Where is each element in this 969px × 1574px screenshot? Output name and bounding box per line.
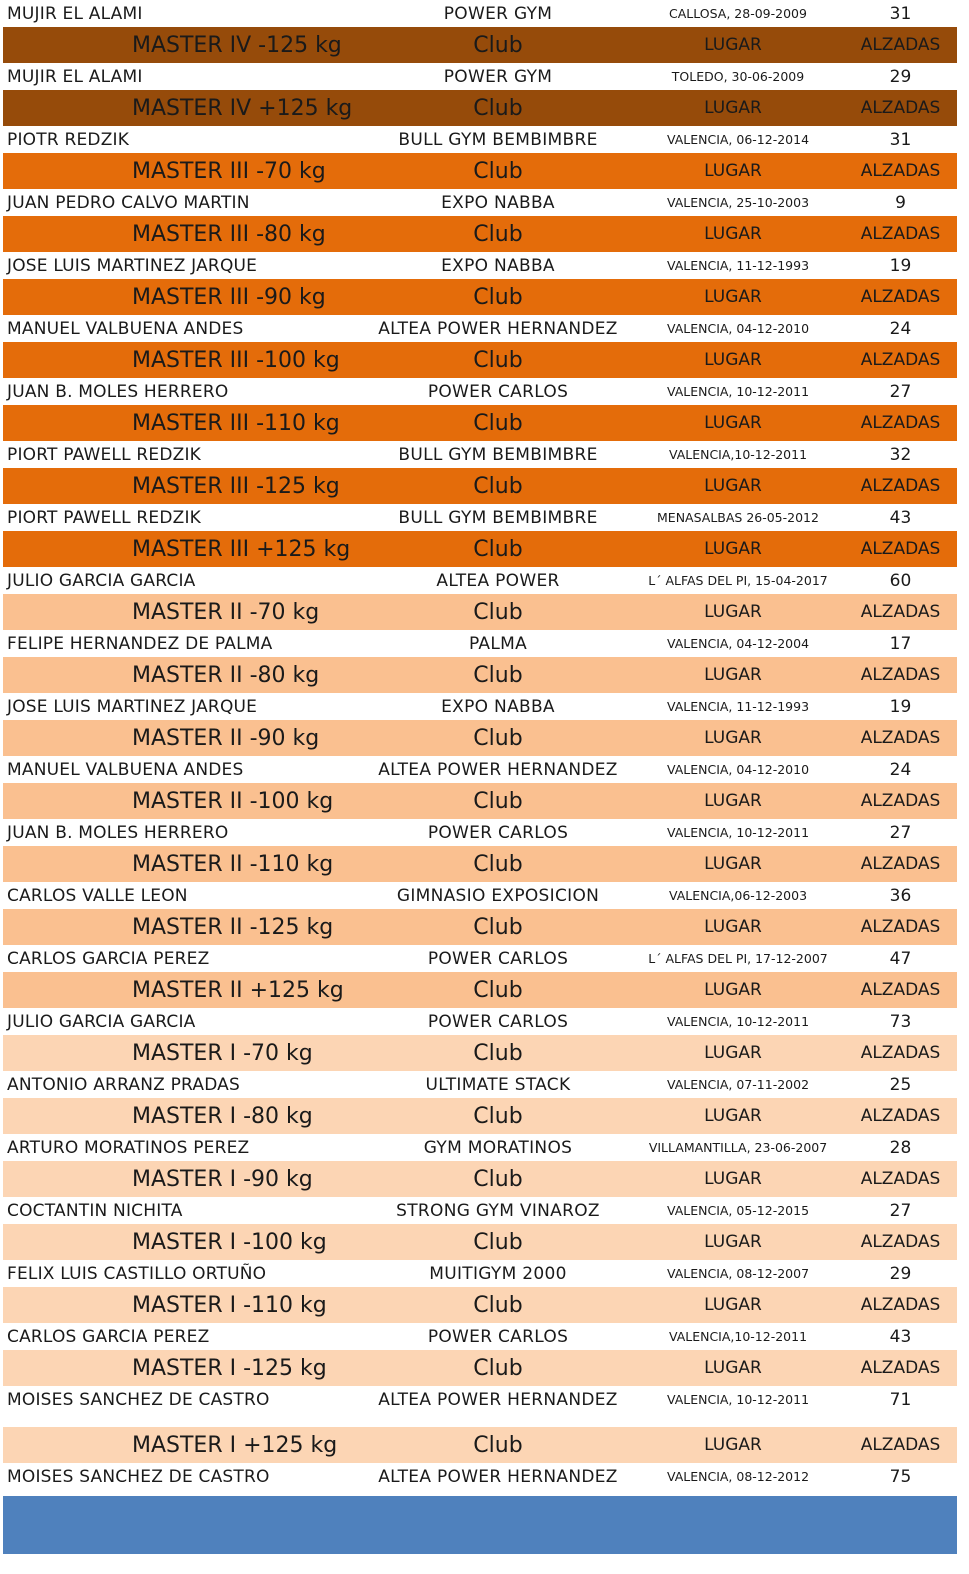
- athlete-name: COCTANTIN NICHITA: [7, 1200, 183, 1221]
- club-name: EXPO NABBA: [441, 192, 555, 213]
- place-date: VALENCIA, 04-12-2010: [666, 321, 810, 336]
- place-column-header: LUGAR: [704, 665, 762, 685]
- place-date: VALENCIA, 04-12-2004: [666, 636, 810, 651]
- club-name: POWER CARLOS: [427, 1326, 569, 1347]
- record-row: [3, 630, 957, 657]
- club-column-header: Club: [473, 221, 523, 247]
- category-label: MASTER III -110 kg: [132, 410, 340, 436]
- category-label: MASTER III -90 kg: [132, 284, 326, 310]
- athlete-name: ANTONIO ARRANZ PRADAS: [7, 1074, 241, 1095]
- club-name: BULL GYM BEMBIMBRE: [398, 444, 598, 465]
- athlete-name: PIOTR REDZIK: [7, 129, 130, 150]
- record-row: [3, 945, 957, 972]
- club-name: ALTEA POWER HERNANDEZ: [378, 1389, 618, 1410]
- category-header-row: [3, 846, 957, 882]
- category-label: MASTER I -100 kg: [132, 1229, 327, 1255]
- place-date: VALENCIA,06-12-2003: [668, 888, 808, 903]
- record-row: [3, 315, 957, 342]
- place-column-header: LUGAR: [704, 350, 762, 370]
- record-row: [3, 1260, 957, 1287]
- lift-count: 75: [889, 1466, 912, 1487]
- club-column-header: Club: [473, 347, 523, 373]
- athlete-name: MUJIR EL ALAMI: [7, 3, 143, 24]
- lift-count: 32: [889, 444, 912, 465]
- lift-count: 29: [889, 1263, 912, 1284]
- place-column-header: LUGAR: [704, 728, 762, 748]
- category-label: MASTER I +125 kg: [132, 1432, 338, 1458]
- place-column-header: LUGAR: [704, 602, 762, 622]
- place-column-header: LUGAR: [704, 1043, 762, 1063]
- place-column-header: LUGAR: [704, 161, 762, 181]
- lift-count: 19: [889, 696, 912, 717]
- category-label: MASTER IV -125 kg: [132, 32, 342, 58]
- club-column-header: Club: [473, 1355, 523, 1381]
- place-date: VALENCIA, 08-12-2012: [666, 1469, 810, 1484]
- record-row: [3, 1323, 957, 1350]
- category-header-row: [3, 279, 957, 315]
- record-row: [3, 1197, 957, 1224]
- lift-count: 25: [889, 1074, 912, 1095]
- place-date: L´ ALFAS DEL PI, 17-12-2007: [648, 951, 828, 966]
- athlete-name: CARLOS GARCIA PEREZ: [7, 1326, 210, 1347]
- category-label: MASTER II -70 kg: [132, 599, 320, 625]
- place-column-header: LUGAR: [704, 1435, 762, 1455]
- category-header-row: [3, 216, 957, 252]
- record-row: [3, 756, 957, 783]
- record-row: [3, 882, 957, 909]
- club-name: BULL GYM BEMBIMBRE: [398, 129, 598, 150]
- lifts-column-header: ALZADAS: [860, 539, 941, 559]
- lift-count: 29: [889, 66, 912, 87]
- category-header-row: [3, 90, 957, 126]
- lifts-column-header: ALZADAS: [860, 665, 941, 685]
- club-column-header: Club: [473, 536, 523, 562]
- place-date: TOLEDO, 30-06-2009: [671, 69, 805, 84]
- category-label: MASTER II -100 kg: [132, 788, 334, 814]
- club-name: POWER GYM: [443, 66, 553, 87]
- lift-count: 28: [889, 1137, 912, 1158]
- category-label: MASTER I -70 kg: [132, 1040, 313, 1066]
- category-header-row: [3, 1035, 957, 1071]
- club-column-header: Club: [473, 1292, 523, 1318]
- club-name: MUITIGYM 2000: [429, 1263, 567, 1284]
- record-row: [3, 441, 957, 468]
- category-header-row: [3, 531, 957, 567]
- place-date: VALENCIA, 08-12-2007: [666, 1266, 810, 1281]
- record-row: [3, 63, 957, 90]
- record-row: [3, 378, 957, 405]
- club-column-header: Club: [473, 599, 523, 625]
- category-label: MASTER III -125 kg: [132, 473, 340, 499]
- athlete-name: PIORT PAWELL REDZIK: [7, 444, 202, 465]
- place-column-header: LUGAR: [704, 35, 762, 55]
- category-header-row: [3, 1098, 957, 1134]
- record-row: [3, 819, 957, 846]
- lifts-column-header: ALZADAS: [860, 602, 941, 622]
- place-date: VALENCIA, 10-12-2011: [666, 1392, 810, 1407]
- category-label: MASTER I -80 kg: [132, 1103, 313, 1129]
- place-column-header: LUGAR: [704, 1295, 762, 1315]
- club-column-header: Club: [473, 1432, 523, 1458]
- athlete-name: CARLOS GARCIA PEREZ: [7, 948, 210, 969]
- place-date: VALENCIA, 06-12-2014: [666, 132, 810, 147]
- athlete-name: MOISES SANCHEZ DE CASTRO: [7, 1466, 270, 1487]
- club-name: POWER CARLOS: [427, 381, 569, 402]
- athlete-name: FELIPE HERNANDEZ DE PALMA: [7, 633, 273, 654]
- lift-count: 31: [889, 129, 912, 150]
- place-date: VALENCIA,10-12-2011: [668, 447, 808, 462]
- lift-count: 36: [889, 885, 912, 906]
- category-label: MASTER I -90 kg: [132, 1166, 313, 1192]
- category-header-row: [3, 972, 957, 1008]
- category-label: MASTER III -100 kg: [132, 347, 340, 373]
- place-date: VALENCIA, 05-12-2015: [666, 1203, 810, 1218]
- place-column-header: LUGAR: [704, 917, 762, 937]
- category-header-row: [3, 1161, 957, 1197]
- lift-count: 27: [889, 822, 912, 843]
- record-row: [3, 504, 957, 531]
- record-row: [3, 1008, 957, 1035]
- record-row: [3, 252, 957, 279]
- lifts-column-header: ALZADAS: [860, 1295, 941, 1315]
- club-name: ALTEA POWER HERNANDEZ: [378, 1466, 618, 1487]
- lifts-column-header: ALZADAS: [860, 1358, 941, 1378]
- lifts-column-header: ALZADAS: [860, 791, 941, 811]
- record-row: [3, 567, 957, 594]
- category-header-row: [3, 594, 957, 630]
- lifts-column-header: ALZADAS: [860, 98, 941, 118]
- category-header-row: [3, 1427, 957, 1463]
- category-header-row: [3, 405, 957, 441]
- lifts-column-header: ALZADAS: [860, 35, 941, 55]
- club-name: ALTEA POWER HERNANDEZ: [378, 318, 618, 339]
- lifts-column-header: ALZADAS: [860, 350, 941, 370]
- athlete-name: MOISES SANCHEZ DE CASTRO: [7, 1389, 270, 1410]
- lift-count: 24: [889, 318, 912, 339]
- place-date: VALENCIA, 07-11-2002: [666, 1077, 810, 1092]
- athlete-name: JULIO GARCIA GARCIA: [7, 570, 196, 591]
- place-date: VALENCIA, 10-12-2011: [666, 825, 810, 840]
- lift-count: 9: [895, 192, 906, 213]
- athlete-name: MANUEL VALBUENA ANDES: [7, 759, 244, 780]
- footer-band: [3, 1496, 957, 1554]
- lifts-column-header: ALZADAS: [860, 1232, 941, 1252]
- lifts-column-header: ALZADAS: [860, 161, 941, 181]
- category-label: MASTER II -110 kg: [132, 851, 334, 877]
- club-name: GYM MORATINOS: [423, 1137, 573, 1158]
- athlete-name: MUJIR EL ALAMI: [7, 66, 143, 87]
- athlete-name: JUAN B. MOLES HERRERO: [7, 381, 229, 402]
- athlete-name: JOSE LUIS MARTINEZ JARQUE: [7, 696, 258, 717]
- club-column-header: Club: [473, 1040, 523, 1066]
- place-date: VALENCIA, 04-12-2010: [666, 762, 810, 777]
- club-name: ULTIMATE STACK: [425, 1074, 571, 1095]
- club-name: EXPO NABBA: [441, 696, 555, 717]
- lift-count: 47: [889, 948, 912, 969]
- place-column-header: LUGAR: [704, 476, 762, 496]
- lifts-column-header: ALZADAS: [860, 1435, 941, 1455]
- lift-count: 27: [889, 381, 912, 402]
- category-label: MASTER I -125 kg: [132, 1355, 327, 1381]
- place-column-header: LUGAR: [704, 287, 762, 307]
- club-column-header: Club: [473, 1103, 523, 1129]
- club-name: GIMNASIO EXPOSICION: [396, 885, 600, 906]
- category-label: MASTER III -70 kg: [132, 158, 326, 184]
- category-header-row: [3, 783, 957, 819]
- category-header-row: [3, 657, 957, 693]
- place-date: L´ ALFAS DEL PI, 15-04-2017: [648, 573, 828, 588]
- athlete-name: FELIX LUIS CASTILLO ORTUÑO: [7, 1263, 267, 1284]
- lifts-column-header: ALZADAS: [860, 413, 941, 433]
- lift-count: 73: [889, 1011, 912, 1032]
- record-row: [3, 693, 957, 720]
- category-header-row: [3, 720, 957, 756]
- record-row: [3, 189, 957, 216]
- lifts-column-header: ALZADAS: [860, 1169, 941, 1189]
- club-name: ALTEA POWER: [436, 570, 560, 591]
- place-column-header: LUGAR: [704, 1232, 762, 1252]
- place-column-header: LUGAR: [704, 854, 762, 874]
- club-column-header: Club: [473, 914, 523, 940]
- athlete-name: PIORT PAWELL REDZIK: [7, 507, 202, 528]
- lifts-column-header: ALZADAS: [860, 980, 941, 1000]
- record-row: [3, 1071, 957, 1098]
- place-date: MENASALBAS 26-05-2012: [657, 510, 819, 525]
- athlete-name: JULIO GARCIA GARCIA: [7, 1011, 196, 1032]
- lifts-column-header: ALZADAS: [860, 476, 941, 496]
- category-label: MASTER I -110 kg: [132, 1292, 327, 1318]
- record-row: [3, 126, 957, 153]
- place-date: CALLOSA, 28-09-2009: [669, 6, 807, 21]
- record-row: [3, 1463, 957, 1490]
- category-label: MASTER III +125 kg: [132, 536, 351, 562]
- category-label: MASTER IV +125 kg: [132, 95, 353, 121]
- place-column-header: LUGAR: [704, 413, 762, 433]
- place-date: VALENCIA, 10-12-2011: [666, 384, 810, 399]
- category-label: MASTER III -80 kg: [132, 221, 326, 247]
- club-column-header: Club: [473, 32, 523, 58]
- place-date: VALENCIA,10-12-2011: [668, 1329, 808, 1344]
- athlete-name: CARLOS VALLE LEON: [7, 885, 188, 906]
- category-header-row: [3, 342, 957, 378]
- club-name: BULL GYM BEMBIMBRE: [398, 507, 598, 528]
- row-gap: [3, 1413, 957, 1427]
- place-column-header: LUGAR: [704, 224, 762, 244]
- category-header-row: [3, 1224, 957, 1260]
- category-header-row: [3, 1287, 957, 1323]
- club-column-header: Club: [473, 1166, 523, 1192]
- club-name: POWER GYM: [443, 3, 553, 24]
- place-column-header: LUGAR: [704, 980, 762, 1000]
- club-name: STRONG GYM VINAROZ: [396, 1200, 600, 1221]
- athlete-name: JUAN PEDRO CALVO MARTIN: [7, 192, 250, 213]
- lift-count: 60: [889, 570, 912, 591]
- place-date: VALENCIA, 25-10-2003: [666, 195, 810, 210]
- athlete-name: MANUEL VALBUENA ANDES: [7, 318, 244, 339]
- record-row: [3, 1134, 957, 1161]
- category-label: MASTER II -125 kg: [132, 914, 334, 940]
- place-column-header: LUGAR: [704, 1358, 762, 1378]
- lifts-column-header: ALZADAS: [860, 728, 941, 748]
- category-header-row: [3, 909, 957, 945]
- category-label: MASTER II +125 kg: [132, 977, 344, 1003]
- athlete-name: ARTURO MORATINOS PEREZ: [7, 1137, 250, 1158]
- club-name: PALMA: [468, 633, 528, 654]
- club-column-header: Club: [473, 95, 523, 121]
- club-column-header: Club: [473, 725, 523, 751]
- club-name: POWER CARLOS: [427, 948, 569, 969]
- records-table: [3, 0, 957, 1490]
- category-header-row: [3, 468, 957, 504]
- club-column-header: Club: [473, 662, 523, 688]
- lift-count: 24: [889, 759, 912, 780]
- place-date: VILLAMANTILLA, 23-06-2007: [648, 1140, 828, 1155]
- club-column-header: Club: [473, 410, 523, 436]
- lift-count: 17: [889, 633, 912, 654]
- category-header-row: [3, 153, 957, 189]
- place-column-header: LUGAR: [704, 791, 762, 811]
- place-column-header: LUGAR: [704, 1169, 762, 1189]
- club-column-header: Club: [473, 284, 523, 310]
- lift-count: 31: [889, 3, 912, 24]
- club-name: EXPO NABBA: [441, 255, 555, 276]
- lifts-column-header: ALZADAS: [860, 224, 941, 244]
- place-column-header: LUGAR: [704, 98, 762, 118]
- record-row: [3, 0, 957, 27]
- club-column-header: Club: [473, 788, 523, 814]
- category-label: MASTER II -90 kg: [132, 725, 320, 751]
- record-row: [3, 1386, 957, 1413]
- club-column-header: Club: [473, 977, 523, 1003]
- athlete-name: JUAN B. MOLES HERRERO: [7, 822, 229, 843]
- lift-count: 71: [889, 1389, 912, 1410]
- lifts-column-header: ALZADAS: [860, 1043, 941, 1063]
- place-date: VALENCIA, 10-12-2011: [666, 1014, 810, 1029]
- place-column-header: LUGAR: [704, 539, 762, 559]
- category-label: MASTER II -80 kg: [132, 662, 320, 688]
- lifts-column-header: ALZADAS: [860, 287, 941, 307]
- place-date: VALENCIA, 11-12-1993: [666, 258, 810, 273]
- club-name: ALTEA POWER HERNANDEZ: [378, 759, 618, 780]
- lift-count: 27: [889, 1200, 912, 1221]
- lifts-column-header: ALZADAS: [860, 854, 941, 874]
- club-column-header: Club: [473, 473, 523, 499]
- club-name: POWER CARLOS: [427, 1011, 569, 1032]
- category-header-row: [3, 27, 957, 63]
- place-column-header: LUGAR: [704, 1106, 762, 1126]
- club-name: POWER CARLOS: [427, 822, 569, 843]
- lift-count: 19: [889, 255, 912, 276]
- category-header-row: [3, 1350, 957, 1386]
- athlete-name: JOSE LUIS MARTINEZ JARQUE: [7, 255, 258, 276]
- lift-count: 43: [889, 1326, 912, 1347]
- club-column-header: Club: [473, 158, 523, 184]
- club-column-header: Club: [473, 1229, 523, 1255]
- place-date: VALENCIA, 11-12-1993: [666, 699, 810, 714]
- lifts-column-header: ALZADAS: [860, 1106, 941, 1126]
- lift-count: 43: [889, 507, 912, 528]
- lifts-column-header: ALZADAS: [860, 917, 941, 937]
- club-column-header: Club: [473, 851, 523, 877]
